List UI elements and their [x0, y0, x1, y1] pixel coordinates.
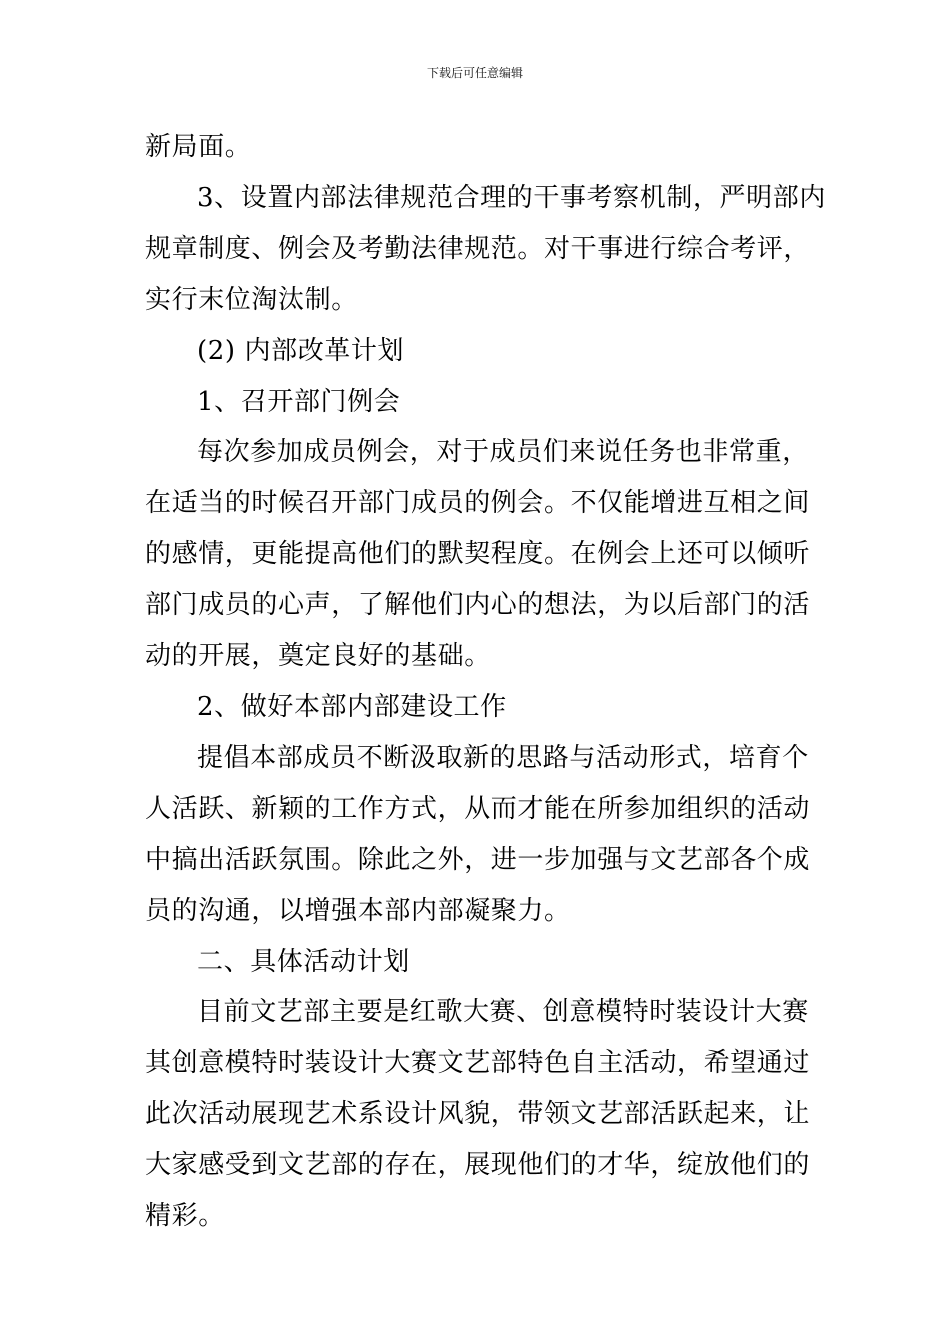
text-line: 提倡本部成员不断汲取新的思路与活动形式，培育个	[197, 742, 809, 773]
text-line: 3、设置内部法律规范合理的干事考察机制，严明部内	[197, 182, 826, 213]
section-heading	[145, 937, 807, 988]
text-line: 中搞出活跃氛围。除此之外，进一步加强与文艺部各个成	[145, 844, 811, 875]
paragraph	[145, 122, 807, 173]
text-line: 规章制度、例会及考勤法律规范。对干事进行综合考评，	[145, 233, 811, 264]
paragraph	[145, 173, 826, 326]
text-line: 二、具体活动计划	[197, 946, 410, 977]
text-line: 此次活动展现艺术系设计风貌，带领文艺部活跃起来，让	[145, 1099, 811, 1130]
text-line: 在适当的时候召开部门成员的例会。不仅能增进互相之间	[145, 488, 811, 519]
text-line: 动的开展，奠定良好的基础。	[145, 641, 491, 672]
subsection-heading	[145, 377, 807, 428]
subsection-heading	[145, 682, 807, 733]
text-line: 每次参加成员例会，对于成员们来说任务也非常重，	[197, 437, 809, 468]
paragraph	[145, 987, 811, 1242]
text-line: 大家感受到文艺部的存在，展现他们的才华，绽放他们的	[145, 1150, 811, 1181]
text-line: 部门成员的心声，了解他们内心的想法，为以后部门的活	[145, 590, 811, 621]
document-body	[145, 122, 826, 1242]
text-line: 员的沟通，以增强本部内部凝聚力。	[145, 895, 571, 926]
text-line: 新局面。	[145, 132, 252, 162]
text-line: 目前文艺部主要是红歌大赛、创意模特时装设计大赛	[197, 997, 809, 1028]
paragraph	[145, 733, 811, 937]
section-heading	[145, 326, 807, 377]
text-line: 1、召开部门例会	[197, 386, 401, 417]
text-line: 其创意模特时装设计大赛文艺部特色自主活动，希望通过	[145, 1048, 811, 1079]
text-line: 实行末位淘汰制。	[145, 284, 358, 315]
page-header: 下载后可任意编辑	[426, 66, 523, 80]
text-line: (2) 内部改革计划	[197, 335, 405, 366]
text-line: 的感情，更能提高他们的默契程度。在例会上还可以倾听	[145, 539, 811, 570]
text-line: 精彩。	[145, 1201, 225, 1232]
text-line: 2、做好本部内部建设工作	[197, 691, 507, 722]
paragraph	[145, 427, 811, 682]
text-line: 人活跃、新颖的工作方式，从而才能在所参加组织的活动	[145, 793, 811, 824]
